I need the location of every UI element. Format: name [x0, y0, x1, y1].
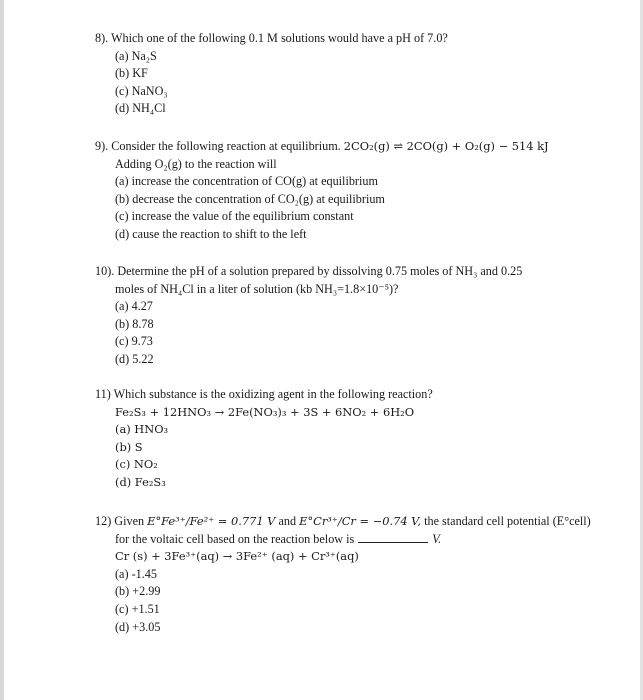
answer-blank: [358, 532, 428, 543]
q12-e-fe: E°Fe³⁺/Fe²⁺ = 0.771 V: [147, 514, 276, 528]
q10-line1: 10). Determine the pH of a solution prepared by dissolving 0.75 moles of NH₃ and 0.25: [95, 264, 523, 278]
q11-option-c: (c) NO₂: [115, 457, 158, 472]
q12-and: and: [278, 514, 297, 528]
q10-option-c: (c) 9.73: [115, 334, 153, 349]
q9-option-a: (a) increase the concentration of CO(g) at equilibrium: [115, 174, 378, 189]
q12-line2-text: for the voltaic cell based on the reaction below is: [115, 531, 355, 546]
q12-option-a: (a) -1.45: [115, 566, 157, 581]
question-11: [95, 386, 433, 492]
q9-option-c: (c) increase the value of the equilibrium constant: [115, 209, 354, 224]
q9-equation: 2CO₂(g) ⇌ 2CO(g) + O₂(g) − 514 kJ: [343, 139, 549, 153]
q8-stem: 8). Which one of the following 0.1 M solutions would have a pH of 7.0?: [95, 31, 448, 45]
q9-option-d: (d) cause the reaction to shift to the left: [115, 226, 307, 241]
q9-option-b: (b) decrease the concentration of CO₂(g) at equilibrium: [115, 191, 385, 206]
q12-line2: [95, 531, 591, 549]
q10-option-b: (b) 8.78: [115, 316, 154, 331]
q10-option-d: (d) 5.22: [115, 351, 154, 366]
q12-cell-text: the standard cell potential (E°cell): [424, 514, 591, 528]
q12-unit: V.: [432, 531, 442, 546]
q12-option-c: (c) +1.51: [115, 601, 160, 616]
q8-option-d: (d) NH₄Cl: [115, 101, 166, 116]
q10-line2: moles of NH₄Cl in a liter of solution (kb NH₃=1.8×10⁻⁵)?: [115, 281, 399, 296]
q9-stem-line: [95, 138, 549, 156]
page-edge-left: [0, 0, 4, 700]
q8-option-c: (c) NaNO₃: [115, 83, 168, 98]
q12-option-b: (b) +2.99: [115, 584, 161, 599]
q12-line1: [95, 513, 591, 531]
q9-line2: Adding O₂(g) to the reaction will: [115, 156, 277, 171]
q12-given: 12) Given: [95, 514, 145, 528]
q10-option-a: (a) 4.27: [115, 299, 153, 314]
q8-option-b: (b) KF: [115, 66, 148, 81]
q11-option-a: (a) HNO₃: [115, 422, 169, 437]
q11-option-b: (b) S: [115, 439, 143, 454]
question-12: [95, 513, 591, 636]
q11-stem: 11) Which substance is the oxidizing agent in the following reaction?: [95, 387, 433, 401]
question-10: [95, 263, 522, 369]
q12-option-d: (d) +3.05: [115, 619, 161, 634]
question-9: [95, 138, 549, 244]
q12-e-cr: E°Cr³⁺/Cr = −0.74 V,: [299, 514, 422, 528]
q11-option-d: (d) Fe₂S₃: [115, 474, 166, 489]
q12-equation: Cr (s) + 3Fe³⁺(aq) → 3Fe²⁺ (aq) + Cr³⁺(aq): [115, 549, 359, 564]
question-8: [95, 30, 448, 118]
q11-equation: Fe₂S₃ + 12HNO₃ → 2Fe(NO₃)₃ + 3S + 6NO₂ + 6H₂O: [115, 404, 415, 419]
q9-stem-text: 9). Consider the following reaction at equilibrium.: [95, 139, 341, 153]
q8-option-a: (a) Na₂S: [115, 48, 157, 63]
